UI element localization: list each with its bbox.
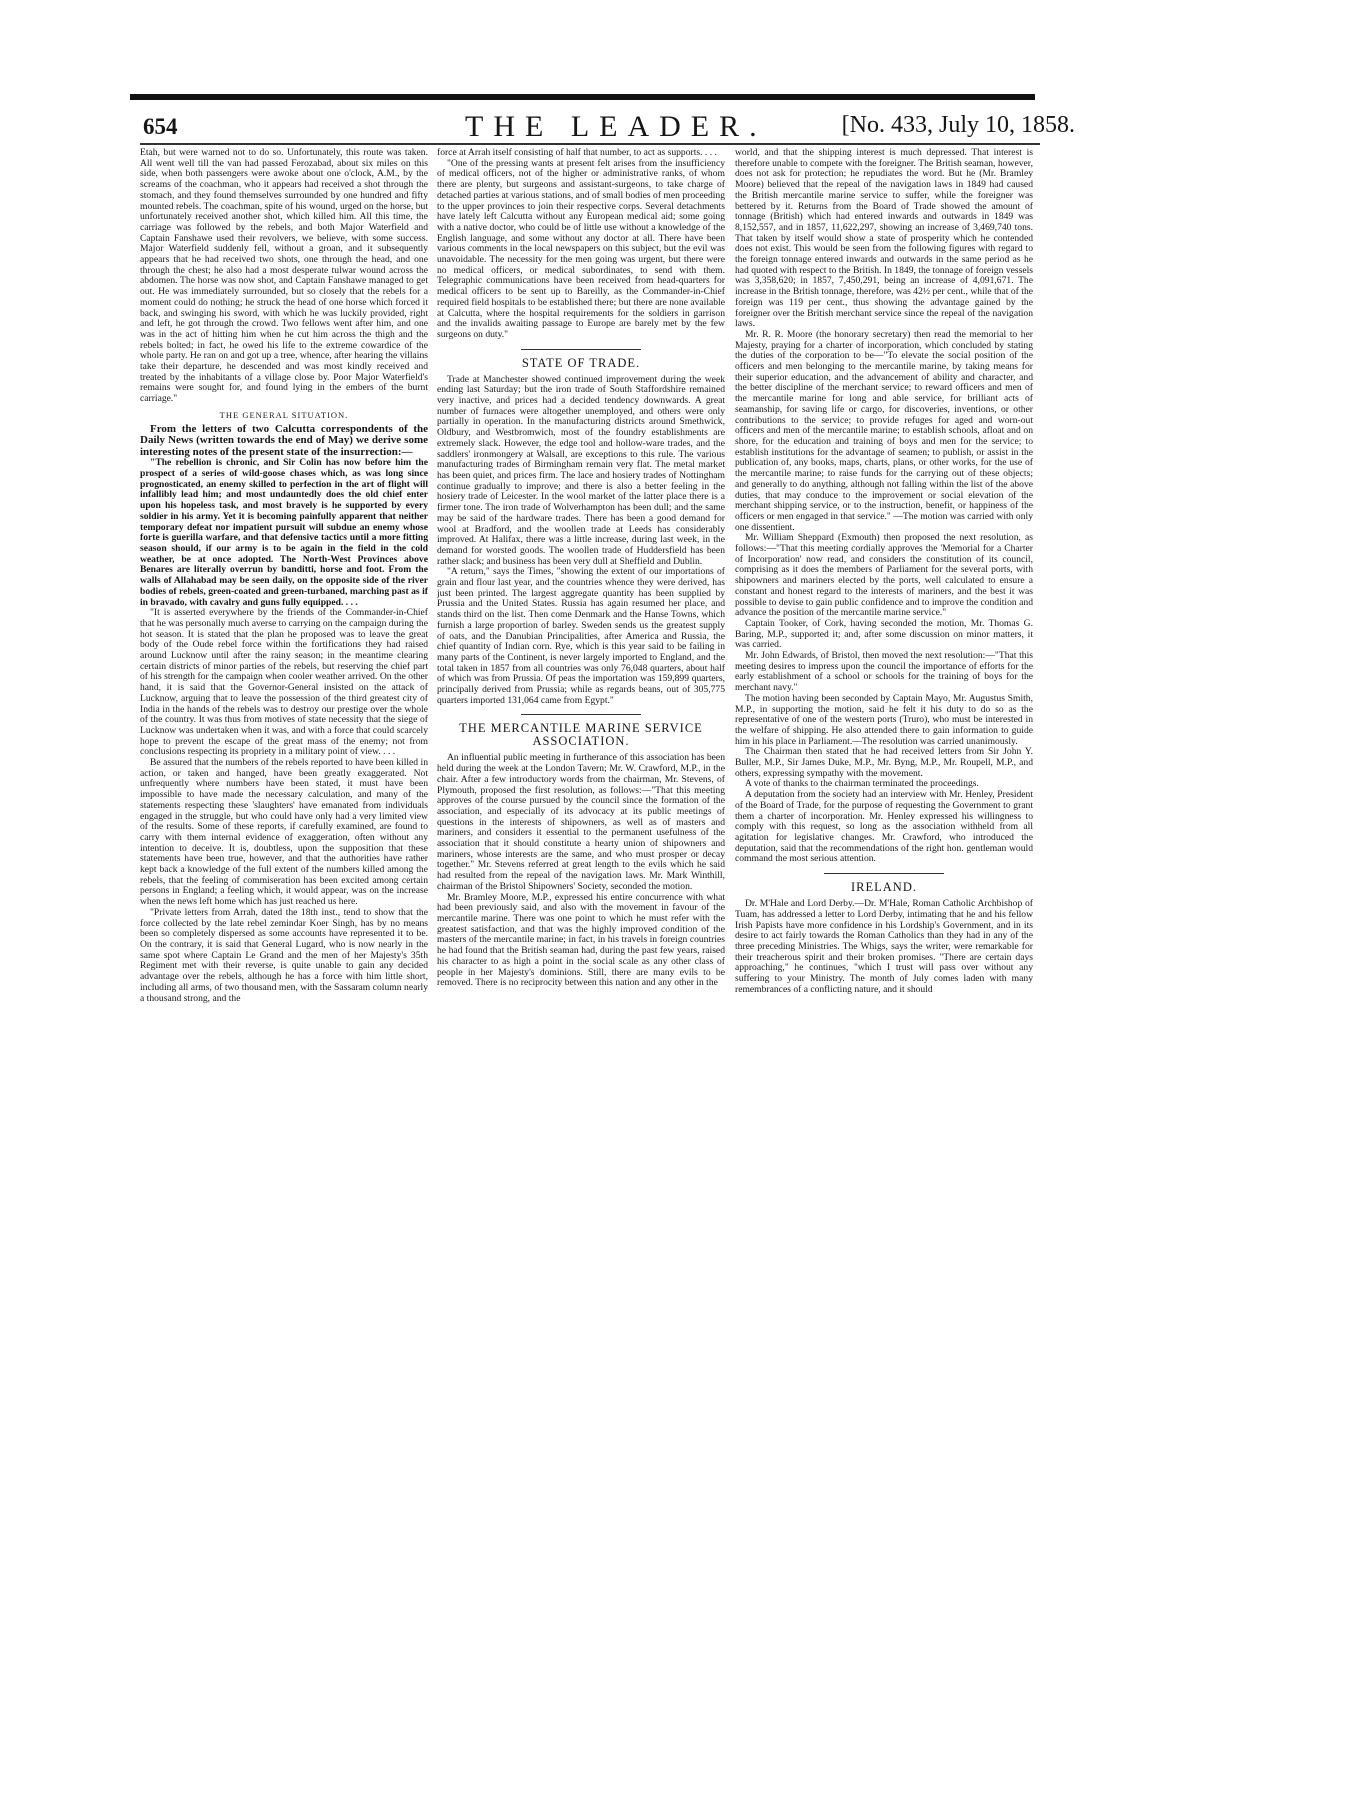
paragraph: Mr. John Edwards, of Bristol, then moved the next resolution:—"That this meeting desires to impress upon the council the importance of efforts for the early establishment of a school or schools for the training of boys for the merchant navy." bbox=[735, 650, 1033, 694]
section-heading-mercantile-marine: THE MERCANTILE MARINE SERVICE ASSOCIATION. bbox=[459, 721, 703, 749]
section-heading-state-of-trade: STATE OF TRADE. bbox=[521, 355, 641, 370]
paragraph: "It is asserted everywhere by the friends of the Commander-in-Chief that he was personally much averse to carrying on the campaign during the hot season. It is stated that the plan he proposed was to leave the great body of the Oude rebel force within the fortifications they had raised around Lucknow until after the rainy season; in the meantime clearing certain districts of minor parties of the rebels, but reserving the chief part of his strength for the campaign when cooler weather arrived. On the other hand, it is said that the Governor-General insisted on the attack of Lucknow, arguing that to leave the possession of the third greatest city of India in the hands of the rebels was to destroy our prestige over the whole of the country. It was thus from motives of state necessity that the siege of Lucknow was undertaken when it was, and with a force that could scarcely hope to prevent the escape of the great mass of the enemy; not from conclusions respecting its propriety in a military point of view. . . . bbox=[140, 607, 428, 758]
issue-date: [No. 433, July 10, 1858. bbox=[841, 112, 1075, 138]
paragraph: "A return," says the Times, "showing the extent of our importations of grain and flour last year, and the countries whence they were derived, has just been printed. The largest aggregate quantity has been supplied by Prussia and the United States. Russia has again resumed her place, and stands third on the list. Then come Denmark and the Hanse Towns, which furnish a large proportion of barley. Sweden sends us the greatest supply of oats, and the Danubian Principalities, after America and Russia, the chief quantity of Indian corn. Rye, which is this year said to be failing in many parts of the Continent, is never largely imported to England, and the total taken in 1857 from all countries was only 76,048 quarters, about half of which was from Prussia. Of peas the importation was 159,899 quarters, principally derived from Prussia; while as regards beans, out of 305,775 quarters imported 131,064 came from Egypt." bbox=[437, 566, 725, 706]
section-divider bbox=[521, 714, 641, 715]
paragraph: A deputation from the society had an interview with Mr. Henley, President of the Board of Trade, for the purpose of requesting the Government to grant them a charter of incorporation. Mr. Henley expressed his willingness to comply with this request, so long as the association withheld from all agitation for legislative changes. Mr. Crawford, who introduced the deputation, said that the recommendations of the right hon. gentleman would command the most serious attention. bbox=[735, 789, 1033, 865]
paragraph: Mr. R. R. Moore (the honorary secretary) then read the memorial to her Majesty, praying for a charter of incorporation, which concluded by stating the duties of the corporation to be—"To elevate the social position of the officers and men belonging to the mercantile marine, by taking means for their superior education, and the advancement of ability and character, and the better discipline of the merchant service; to reward officers and men of the mercantile marine for long and able service, for brilliant acts of seamanship, for saving life or cargo, for discoveries, inventions, or other contributions to the service; to provide refuges for aged and worn-out officers and men of the mercantile marine; to establish schools, afloat and on shore, for the education and training of boys and men for the service; to establish institutions for the advantage of seamen; to publish, or assist in the publication of, any books, maps, charts, plans, or other works, for the use of the mercantile marine; to raise funds for the carrying out of these objects; and generally to do anything, although not falling within the list of the above duties, that may conduce to the improvement or social elevation of the merchant shipping service, or to the instruction, benefit, or happiness of the officers or men engaged in that service." —The motion was carried with only one dissentient. bbox=[735, 328, 1033, 533]
paragraph: "Private letters from Arrah, dated the 18th inst., tend to show that the force collected by the late rebel zemindar Koer Singh, has by no means been so completely dispersed as some accounts have represented it to be. On the contrary, it is said that General Lugard, who is now nearly in the same spot where Captain Le Grand and the men of her Majesty's 35th Regiment met with their reverse, is quite unable to gain any decided advantage over the rebels, although he has a force with him little short, including all arms, of two thousand men, with the Sassaram column nearly a thousand strong, and the bbox=[140, 906, 428, 1004]
paragraph: force at Arrah itself consisting of half that number, to act as supports. . . . bbox=[437, 148, 717, 158]
column-3 bbox=[735, 148, 1033, 1778]
newspaper-title: THE LEADER. bbox=[465, 110, 767, 143]
header-rule bbox=[140, 143, 1040, 145]
paragraph: world, and that the shipping interest is much depressed. That interest is therefore unable to compete with the foreigner. The British seaman, however, does not ask for protection; he repudiates the word. But he (Mr. Bramley Moore) believed that the repeal of the navigation laws in 1849 had caused the British mercantile marine service to suffer, while the foreigner was bettered by it. Returns from the Board of Trade showed the amount of tonnage (British) which had entered inwards and outwards in 1849 was 8,152,557, and in 1857, 11,622,297, showing an increase of 3,469,740 tons. That taken by itself would show a state of prosperity which he contended does not exist. This would be seen from the following figures with regard to the foreign tonnage entered inwards and outwards in the same period as he had quoted with respect to the British. In 1849, the tonnage of foreign vessels was 3,358,620; in 1857, 7,450,291, being an increase of 4,091,671. The increase in the British tonnage, therefore, was 42½ per cent., while that of the foreign was 119 per cent., thus showing the advantage gained by the foreigner over the British merchant service since the repeal of the navigation laws. bbox=[735, 148, 1033, 330]
section-heading-general-situation: THE GENERAL SITUATION. bbox=[219, 409, 349, 420]
section-divider bbox=[521, 349, 641, 350]
paragraph: The motion having been seconded by Captain Mayo, Mr. Augustus Smith, M.P., in supporting the motion, said he felt it his duty to do so as the representative of one of the western ports (Truro), who must be interested in the welfare of shipping. He also attended there to gain information to guide him in his place in Parliament.—The resolution was carried unanimously. bbox=[735, 692, 1033, 747]
paragraph: Etah, but were warned not to do so. Unfortunately, this route was taken. All went well till the van had passed Ferozabad, about six miles on this side, when both passengers were awoke about one o'clock, A.M., by the screams of the coachman, who it appears had received a shot through the stomach, and they found themselves surrounded by one hundred and fifty mounted rebels. The coachman, spite of his wound, urged on the horse, but unfortunately received another shot, which killed him. All this time, the carriage was followed by the rebels, and both Major Waterfield and Captain Fanshawe used their revolvers, we believe, with some success. Major Waterfield suddenly fell, without a groan, and it subsequently appears that he had received two shots, one through the head, and one through the chest; he also had a most desperate tulwar wound across the abdomen. The horse was now shot, and Captain Fanshawe managed to get out. He was immediately surrounded, but so closely that the rebels for a moment could do nothing; he struck the head of one horse which forced it back, and swinging his sword, with which he was luckily provided, right and left, he got through the crowd. Two fellows went after him, and one was in the act of hitting him when he cut him across the thigh and the rebels bolted; in fact, he owed his life to the extreme cowardice of the whole party. He ran on and got up a tree, whence, after hearing the villains take their departure, he descended and was most kindly received and treated by the inhabitants of a village close by. Poor Major Waterfield's remains were sought for, and found lying in the embers of the burnt carriage." bbox=[140, 148, 428, 405]
section-heading-ireland: IRELAND. bbox=[851, 880, 917, 895]
paragraph: "One of the pressing wants at present felt arises from the insufficiency of medical officers, not of the higher or administrative ranks, of whom there are plenty, but surgeons and assistant-surgeons, to take charge of detached parties at various stations, and of small bodies of men proceeding to the upper provinces to join their respective corps. Several detachments have lately left Calcutta without any European medical aid; some going with a native doctor, who could be of little use without a knowledge of the English language, and some without any doctor at all. There have been various comments in the local newspapers on this subject, but the evil was unavoidable. The necessity for the men going was urgent, but there were no medical officers, or medical subordinates, to send with them. Telegraphic communications have been received from head-quarters for medical officers to be sent up to Bareilly, as the Commander-in-Chief required field hospitals to be established there; but there are none available at Calcutta, where the hospital requirements for the soldiers in garrison and the invalids awaiting passage to Europe are barely met by the few surgeons on duty." bbox=[437, 157, 725, 340]
column-1 bbox=[140, 148, 428, 1778]
masthead bbox=[135, 108, 1075, 143]
paragraph: "The rebellion is chronic, and Sir Colin has now before him the prospect of a series of wild-goose chases which, as was long since prognosticated, an enemy skilled to perfection in the art of flight will infallibly lead him; and most undauntedly does the old chief enter upon his hopeless task, and most bravely is he supported by every soldier in his army. Yet it is becoming painfully apparent that neither temporary defeat nor impatient pursuit will subdue an enemy whose forte is guerilla warfare, and that defensive tactics until a more fitting season should, if our army is to be again in the field in the cold weather, be at once adopted. The North-West Provinces above Benares are literally overrun by banditti, horse and foot. From the walls of Allahabad may be seen daily, on the opposite side of the river bodies of rebels, green-coated and green-turbaned, marching past as if in bravado, with cavalry and guns fully equipped. . . . bbox=[140, 457, 428, 608]
top-rule bbox=[130, 94, 1035, 100]
paragraph: Mr. Bramley Moore, M.P., expressed his entire concurrence with what had been previously said, and also with the movement in favour of the mercantile marine. There was one point to which he must refer with the greatest satisfaction, and that was the highly improved condition of the masters of the mercantile marine; in fact, in his travels in foreign countries he had found that the British seaman had, during the past few years, raised his character to as high a point in the social scale as any other class of people in her Majesty's dominions. Still, there are many evils to be removed. There is no reciprocity between this nation and any other in the bbox=[437, 891, 725, 989]
page-number: 654 bbox=[143, 114, 178, 139]
paragraph: Dr. M'Hale and Lord Derby.—Dr. M'Hale, Roman Catholic Archbishop of Tuam, has addressed a letter to Lord Derby, intimating that he and his fellow Irish Papists have more confidence in his Lordship's Government, and in its desire to act fairly towards the Roman Catholics than they had in any of the three preceding Ministries. The Whigs, says the writer, were remarkable for their treacherous spirit and their broken promises. "There are certain days approaching," he continues, "which I trust will pass over without any suffering to your Ministry. The month of July comes laden with many remembrances of a conflicting nature, and it should bbox=[735, 898, 1033, 995]
paragraph: The Chairman then stated that he had received letters from Sir John Y. Buller, M.P., Sir James Duke, M.P., Mr. Byng, M.P., Mr. Roupell, M.P., and others, expressing sympathy with the movement. bbox=[735, 746, 1033, 779]
paragraph: Captain Tooker, of Cork, having seconded the motion, Mr. Thomas G. Baring, M.P., supported it; and, after some discussion on minor matters, it was carried. bbox=[735, 617, 1033, 651]
paragraph: Mr. William Sheppard (Exmouth) then proposed the next resolution, as follows:—"That this meeting cordially approves the 'Memorial for a Charter of Incorporation' now read, and considers the constitution of its council, comprising as it does the members of Parliament for the several ports, with shipowners and mariners elected by the ports, well calculated to ensure a constant and honest regard to the interests of mariners, and the best it was possible to devise to gain public confidence and to improve the condition and advance the position of the mercantile marine service." bbox=[735, 532, 1033, 619]
paragraph: Trade at Manchester showed continued improvement during the week ending last Saturday; but the iron trade of South Staffordshire remained very inactive, and prices had a decided tendency downwards. A great number of furnaces were altogether unemployed, and others were only partially in operation. In the manufacturing districts around Smethwick, Oldbury, and Westbromwich, most of the foundry establishments are extremely slack. However, the edge tool and hollow-ware trades, and the saddlers' ironmongery at Walsall, are exceptions to this rule. The various manufacturing trades of Birmingham remain very flat. The metal market has been quiet, and prices firm. The lace and hosiery trades of Nottingham continue gradually to improve; and there is also a better feeling in the hosiery trade of Leicester. In the wool market of the latter place there is a firmer tone. The iron trade of Wolverhampton has been dull; and the same may be said of the hardware trades. There has been a good demand for wool at Bradford, and the woollen trade at Leeds has considerably improved. At Halifax, there was a little increase, during last week, in the demand for worsted goods. The woollen trade of Huddersfield has been rather slack; and business has been very dull at Sheffield and Dublin. bbox=[437, 373, 725, 567]
paragraph: A vote of thanks to the chairman terminated the proceedings. bbox=[745, 778, 979, 790]
paragraph: An influential public meeting in furtherance of this association has been held during the week at the London Tavern; Mr. W. Crawford, M.P., in the chair. After a few introductory words from the chairman, Mr. Stevens, of Plymouth, proposed the first resolution, as follows:—"That this meeting approves of the course pursued by the council since the formation of the association, and especially of its advocacy at its public meetings of questions in the interests of shipowners, as well as of masters and mariners, and considers it essential to the permanent usefulness of the association that it should constitute a hearty union of shipowners and mariners, whose interests are the same, and who must prosper or decay together." Mr. Stevens referred at great length to the evils which he said had resulted from the repeal of the navigation laws. Mr. Mark Winthill, chairman of the Bristol Shipowners' Society, seconded the motion. bbox=[437, 752, 725, 892]
paragraph: Be assured that the numbers of the rebels reported to have been killed in action, or taken and hanged, have been greatly exaggerated. Not unfrequently where numbers have been stated, it must have been impossible to have made the necessary calculation, and many of the statements respecting these 'slaughters' have emanated from individuals engaged in the struggle, but who could have only had a very limited view of the results. Some of these reports, if carefully examined, are found to carry with them internal evidence of exaggeration, often without any intention to deceive. It is, doubtless, upon the supposition that these statements have been true, however, and that the authorities have rather kept back a knowledge of the full extent of the numbers killed among the rebels, that the feeling of commiseration has been excited among certain persons in England; a feeling which, it would appear, was on the increase when the news left home which has just reached us here. bbox=[140, 757, 428, 908]
section-divider bbox=[824, 873, 944, 874]
column-2 bbox=[437, 148, 725, 1778]
paragraph: From the letters of two Calcutta correspondents of the Daily News (written towards the end of May) we derive some interesting notes of the present state of the insurrection:— bbox=[140, 422, 428, 458]
